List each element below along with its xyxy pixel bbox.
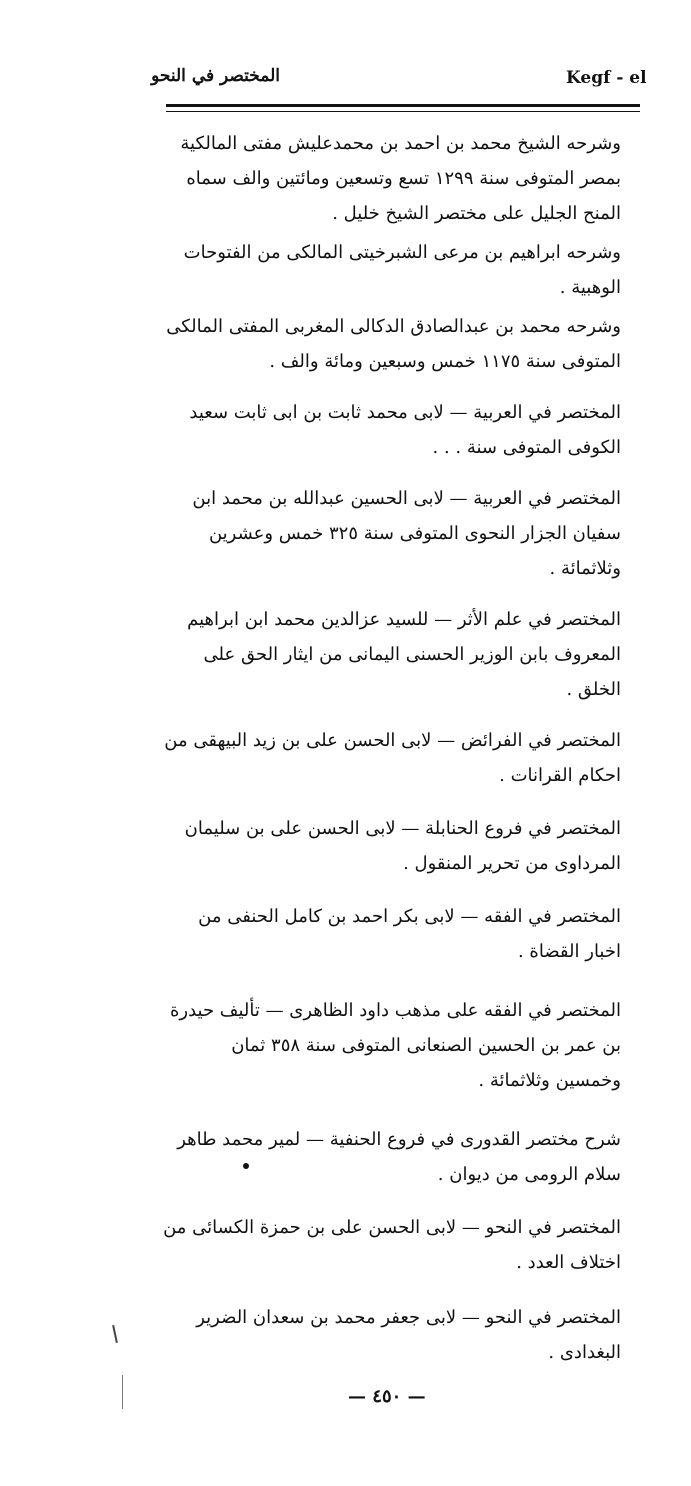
- book-entry-10: المختصر في النحو — لابى جعفر محمد بن سعدان الضرير البغدادى .: [196, 1307, 621, 1363]
- header-thin-rule: [166, 111, 640, 112]
- book-entry-9: المختصر في النحو — لابى الحسن على بن حمزة الكسائى من اختلاف العدد .: [163, 1217, 621, 1273]
- margin-stroke: [112, 1325, 118, 1343]
- book-entry-5: المختصر في فروع الحنابلة — لابى الحسن على بن سليمان المرداوى من تحرير المنقول .: [184, 818, 621, 874]
- margin-stroke: [122, 1375, 123, 1409]
- book-entry-3: المختصر في علم الأثر — للسيد عزالدين محمد ابن ابراهيم المعروف بابن الوزير الحسنى اليمانى من ايثار الحق على الخلق .: [187, 609, 621, 700]
- running-header-left: Kegf - el: [566, 68, 647, 88]
- book-entry-2: المختصر في العربية — لابى الحسين عبدالله بن محمد ابن سفيان الجزار النحوى المتوفى سنة ٣٢٥ خمس وعشرين وثلاثمائة .: [192, 488, 621, 579]
- ink-dot: [243, 1163, 249, 1169]
- book-entry-8: شرح مختصر القدورى في فروع الحنفية — لمير محمد طاهر سلام الرومى من ديوان .: [177, 1129, 621, 1185]
- commentary-entry-3: وشرحه محمد بن عبدالصادق الدكالى المغربى المفتى المالكى المتوفى سنة ١١٧٥ خمس وسبعين ومائة والف .: [166, 316, 621, 372]
- book-entry-4: المختصر في الفرائض — لابى الحسن على بن زيد البيهقى من احكام القرانات .: [164, 730, 621, 786]
- book-entry-1: المختصر في العربية — لابى محمد ثابت بن ابى ثابت سعيد الكوفى المتوفى سنة . . .: [189, 402, 621, 458]
- entries-column: [163, 126, 621, 1370]
- header-thick-rule: [166, 104, 640, 107]
- running-header-right: المختصر في النحو: [151, 66, 280, 86]
- commentary-entry-1: وشرحه الشيخ محمد بن احمد بن محمدعليش مفتى المالكية بمصر المتوفى سنة ١٢٩٩ تسع وتسعين ومائتين والف سماه المنح الجليل على مختصر الشيخ خليل .: [180, 133, 621, 224]
- commentary-entry-2: وشرحه ابراهيم بن مرعى الشبرخيتى المالكى من الفتوحات الوهبية .: [183, 242, 621, 298]
- book-entry-6: المختصر في الفقه — لابى بكر احمد بن كامل الحنفى من اخبار القضاة .: [198, 906, 621, 962]
- page-number: — ٤٥٠ —: [348, 1386, 426, 1407]
- book-entry-7: المختصر في الفقه على مذهب داود الظاهرى — تأليف حيدرة بن عمر بن الحسين الصنعانى المتوفى سنة ٣٥٨ ثمان وخمسين وثلاثمائة .: [169, 1000, 621, 1091]
